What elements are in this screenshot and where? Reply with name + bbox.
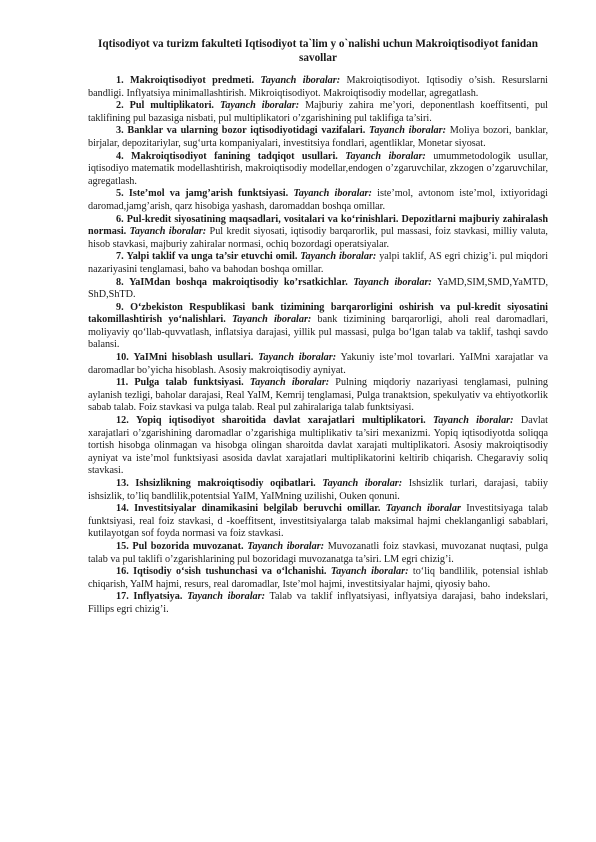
- keywords-text: YaMD,SIM,SMD,YaMTD, ShD,ShTD.: [88, 276, 549, 301]
- question-item: [88, 214, 548, 252]
- question-heading: Pul bozorida muvozanat.: [132, 540, 244, 552]
- question-separator: .: [285, 188, 294, 200]
- keywords-text: umummetodologik usullar, iqtisodiyo matematik modellashtirish, makroiqtisodiy modellar,endogen o’zgaruvchilar, zkzogen o’zgaruvchilar, agregatlash.: [88, 150, 548, 187]
- question-number: 14.: [116, 503, 129, 515]
- question-item: [88, 415, 548, 478]
- keywords-label: Tayanch iboralar:: [322, 478, 403, 489]
- question-item: [88, 302, 548, 352]
- keywords-text: Ishsizlik turlari, darajasi, tabiiy ishsizlik, to’liq bandlilik,potentsial YaIM, YaIMning uzilishi, Ouken qonuni.: [88, 478, 549, 502]
- keywords-label: Tayanch iboralar:: [293, 188, 372, 200]
- question-number: 2.: [116, 100, 124, 112]
- question-item: [88, 352, 548, 377]
- keywords-text: Muvozanatli foiz stavkasi, muvozanat nuqtasi, pulga talab va pul taklifi o’zgarishlarining pul bozoridagi muvozanatga ta’siri. LM egri chizig’i.: [88, 540, 548, 565]
- keywords-text: bank tizimining barqarorligi, aholi real daromadlari, moliyaviy qo‘llab-quvvatlash, inflatsiya darajasi, yillik pul massasi, pulga bo‘lgan talab va taklif, tashqi savdo balansi.: [88, 314, 549, 351]
- question-number: 4.: [116, 150, 124, 162]
- question-list: [88, 75, 548, 617]
- keywords-label: Tayanch iboralar:: [345, 150, 426, 162]
- question-heading: Banklar va ularning bozor iqtisodiyotidagi vazifalari.: [127, 125, 366, 137]
- keywords-text: Yakuniy iste’mol tovarlari. YaIMni xarajatlar va daromadlar bo’yicha hisoblash. Asosiy makroiqtisodiy ayniyat.: [88, 352, 548, 376]
- keywords-text: Majburiy zahira me’yori, deponentlash koeffitsenti, pul taklifining pul bazasiga nisbati, pul multiplikatori o’zgarishining pul taklifiga ta’siri.: [88, 100, 548, 124]
- keywords-text: Moliya bozori, banklar, birjalar, depozitariylar, sug‘urta kompaniyalari, investitsiya fondlari, agentliklar, Monetar siyosat.: [88, 125, 549, 149]
- question-heading: Makroiqtisodiyot fanining tadqiqot usullari.: [131, 150, 338, 162]
- question-item: [88, 75, 548, 100]
- question-heading: Inflyatsiya: [133, 591, 180, 603]
- question-heading: YaIMni hisoblash usullari: [133, 352, 251, 364]
- question-number: 6.: [116, 213, 124, 225]
- question-item: [88, 566, 548, 591]
- document-title: Iqtisodiyot va turizm fakulteti Iqtisodiyot ta`lim y o`nalishi uchun Makroiqtisodiyot fanidan savollar: [98, 38, 538, 64]
- question-number: 16.: [116, 566, 129, 578]
- keywords-label: Tayanch iboralar:: [353, 276, 432, 288]
- question-heading: Yopiq iqtisodiyot sharoitida davlat xarajatlari multiplikatori.: [136, 415, 426, 427]
- keywords-text: iste’mol, avtonom iste’mol, ixtiyoridagi daromad,jamg’arish, qarz hisobiga yashash, daromaddan boshqa omillar.: [88, 188, 548, 212]
- question-number: 10.: [116, 352, 129, 364]
- question-item: [88, 503, 548, 541]
- keywords-label: Tayanch iboralar:: [187, 591, 265, 603]
- keywords-text: Makroiqtisodiyot. Iqtisodiy o’sish. Resurslarni bandligi. Inflyatsiya minimallashtirish. Mikroiqtisodiyot. Makroiqtisodiy modellar, agregatlash.: [88, 75, 548, 99]
- question-separator: .: [251, 75, 261, 86]
- question-item: [88, 151, 548, 189]
- question-number: 12.: [116, 415, 129, 427]
- question-heading: Ishsizlikning makroiqtisodiy oqibatlari.: [135, 478, 316, 489]
- question-heading: Iqtisodiy o‘sish tushunchasi va o‘lchanishi.: [133, 566, 327, 578]
- question-item: [88, 251, 548, 276]
- keywords-label: Tayanch iboralar:: [330, 566, 409, 578]
- question-item: [88, 377, 548, 415]
- keywords-label: Tayanch iboralar:: [300, 251, 377, 263]
- question-heading: O‘zbekiston Respublikasi bank tizimining barqarorligini oshirish va pul-kredit siyosatini takomillashtirish yo‘nalishlari.: [88, 301, 548, 326]
- question-number: 9.: [116, 301, 124, 313]
- question-item: [88, 125, 548, 150]
- question-number: 11.: [116, 377, 129, 389]
- keywords-label: Tayanch iboralar:: [219, 100, 300, 112]
- question-separator: .: [179, 591, 188, 603]
- keywords-text: yalpi taklif, AS egri chizig’i. pul miqdori nazariyasini tenglamasi, baho va bahodan boshqa omillar.: [88, 251, 549, 275]
- keywords-label: Tayanch iboralar:: [258, 352, 337, 364]
- keywords-label: Tayanch iboralar:: [129, 226, 207, 238]
- keywords-text: Pulning miqdoriy nazariyasi tenglamasi, pulning aylanish tezligi, baholar darajasi, Real YaIM, Kemrij tenglamasi, Pulga tranaktsion, spekulyativ va ehtiyotkorlik sabab talab. Foiz stavkasi va pulga talab. Real pul zahiralariga talab funktsiyasi.: [88, 377, 549, 414]
- question-heading: Makroiqtisodiyot predmeti: [130, 75, 252, 86]
- keywords-text: Investitsiyaga talab funktsiyasi, real foiz stavkasi, d -koeffitsent, investitsiyalarga talab maksimal hajmi cheklanganligi sabablari, kutilayotgan sof foyda normasi va foiz stavkasi.: [88, 503, 548, 540]
- question-heading: Yalpi taklif va unga ta’sir etuvchi omil.: [126, 251, 298, 263]
- keywords-text: to‘liq bandlilik, potensial ishlab chiqarish, YaIM hajmi, resurs, real daromadlar, Iste’mol hajmi, investitsiyalar hajmi, qiyosiy baho.: [88, 566, 548, 590]
- question-heading: YaIMdan boshqa makroiqtisodiy ko’rsatkichlar.: [129, 276, 348, 288]
- keywords-label: Tayanch iboralar:: [231, 314, 312, 326]
- question-number: 15.: [116, 540, 129, 552]
- keywords-label: Tayanch iboralar:: [249, 377, 330, 389]
- question-item: [88, 188, 548, 213]
- keywords-label: Tayanch iboralar:: [247, 540, 325, 552]
- keywords-label: Tayanch iboralar:: [260, 75, 341, 86]
- question-number: 1.: [116, 75, 124, 86]
- question-heading: Pul multiplikatori.: [129, 100, 214, 112]
- question-number: 13.: [116, 478, 129, 489]
- question-item: [88, 541, 548, 566]
- question-heading: Investitsiyalar dinamikasini belgilab beruvchi omillar.: [134, 503, 381, 515]
- question-item: [88, 100, 548, 125]
- question-heading: Pul-kredit siyosatining maqsadlari, vositalari va ko‘rinishlari. Depozitlarni majburiy zahiralash normasi.: [88, 213, 548, 238]
- question-heading: Pulga talab funktsiyasi.: [134, 377, 244, 389]
- keywords-label: Tayanch iboralar: [385, 503, 461, 515]
- question-item: [88, 591, 548, 616]
- keywords-label: Tayanch iboralar:: [433, 415, 514, 427]
- question-separator: [426, 415, 433, 426]
- question-number: 8.: [116, 276, 124, 288]
- question-number: 7.: [116, 251, 124, 263]
- question-item: [88, 478, 548, 503]
- question-item: [88, 277, 548, 302]
- question-heading: Iste’mol va jamg’arish funktsiyasi: [128, 188, 286, 200]
- keywords-text: Pul kredit siyosati, iqtisodiy barqarorlik, pul massasi, foiz stavkasi, milliy valuta, hisob stavkasi, majburiy zahiralar normasi, ochiq bozordagi operatsiyalar.: [88, 226, 548, 250]
- keywords-text: Davlat xarajatlari o’zgarishining daromadlar o’zgarishiga multiplikativ ta’siri mexanizmi. Yopiq iqtisodiyotda soliqqa tortish hisobga olinmagan va hisobga olingan sharoitda davlat xarajati multiplikatori. Asosiy makroiqtisodiy ayniyat va iste’mol funktsiyasi asosida davlat xarajatlari multiplikatorini keltirib chiqarish. Chegaraviy soliq stavkasi.: [88, 415, 548, 477]
- question-number: 17.: [116, 591, 129, 603]
- question-number: 5.: [116, 188, 124, 200]
- question-number: 3.: [116, 125, 124, 137]
- keywords-text: Talab va taklif inflyatsiyasi, inflyatsiya darajasi, baho indekslari, Fillips egri chizig’i.: [88, 591, 548, 615]
- keywords-label: Tayanch iboralar:: [369, 125, 447, 137]
- question-separator: .: [250, 352, 259, 364]
